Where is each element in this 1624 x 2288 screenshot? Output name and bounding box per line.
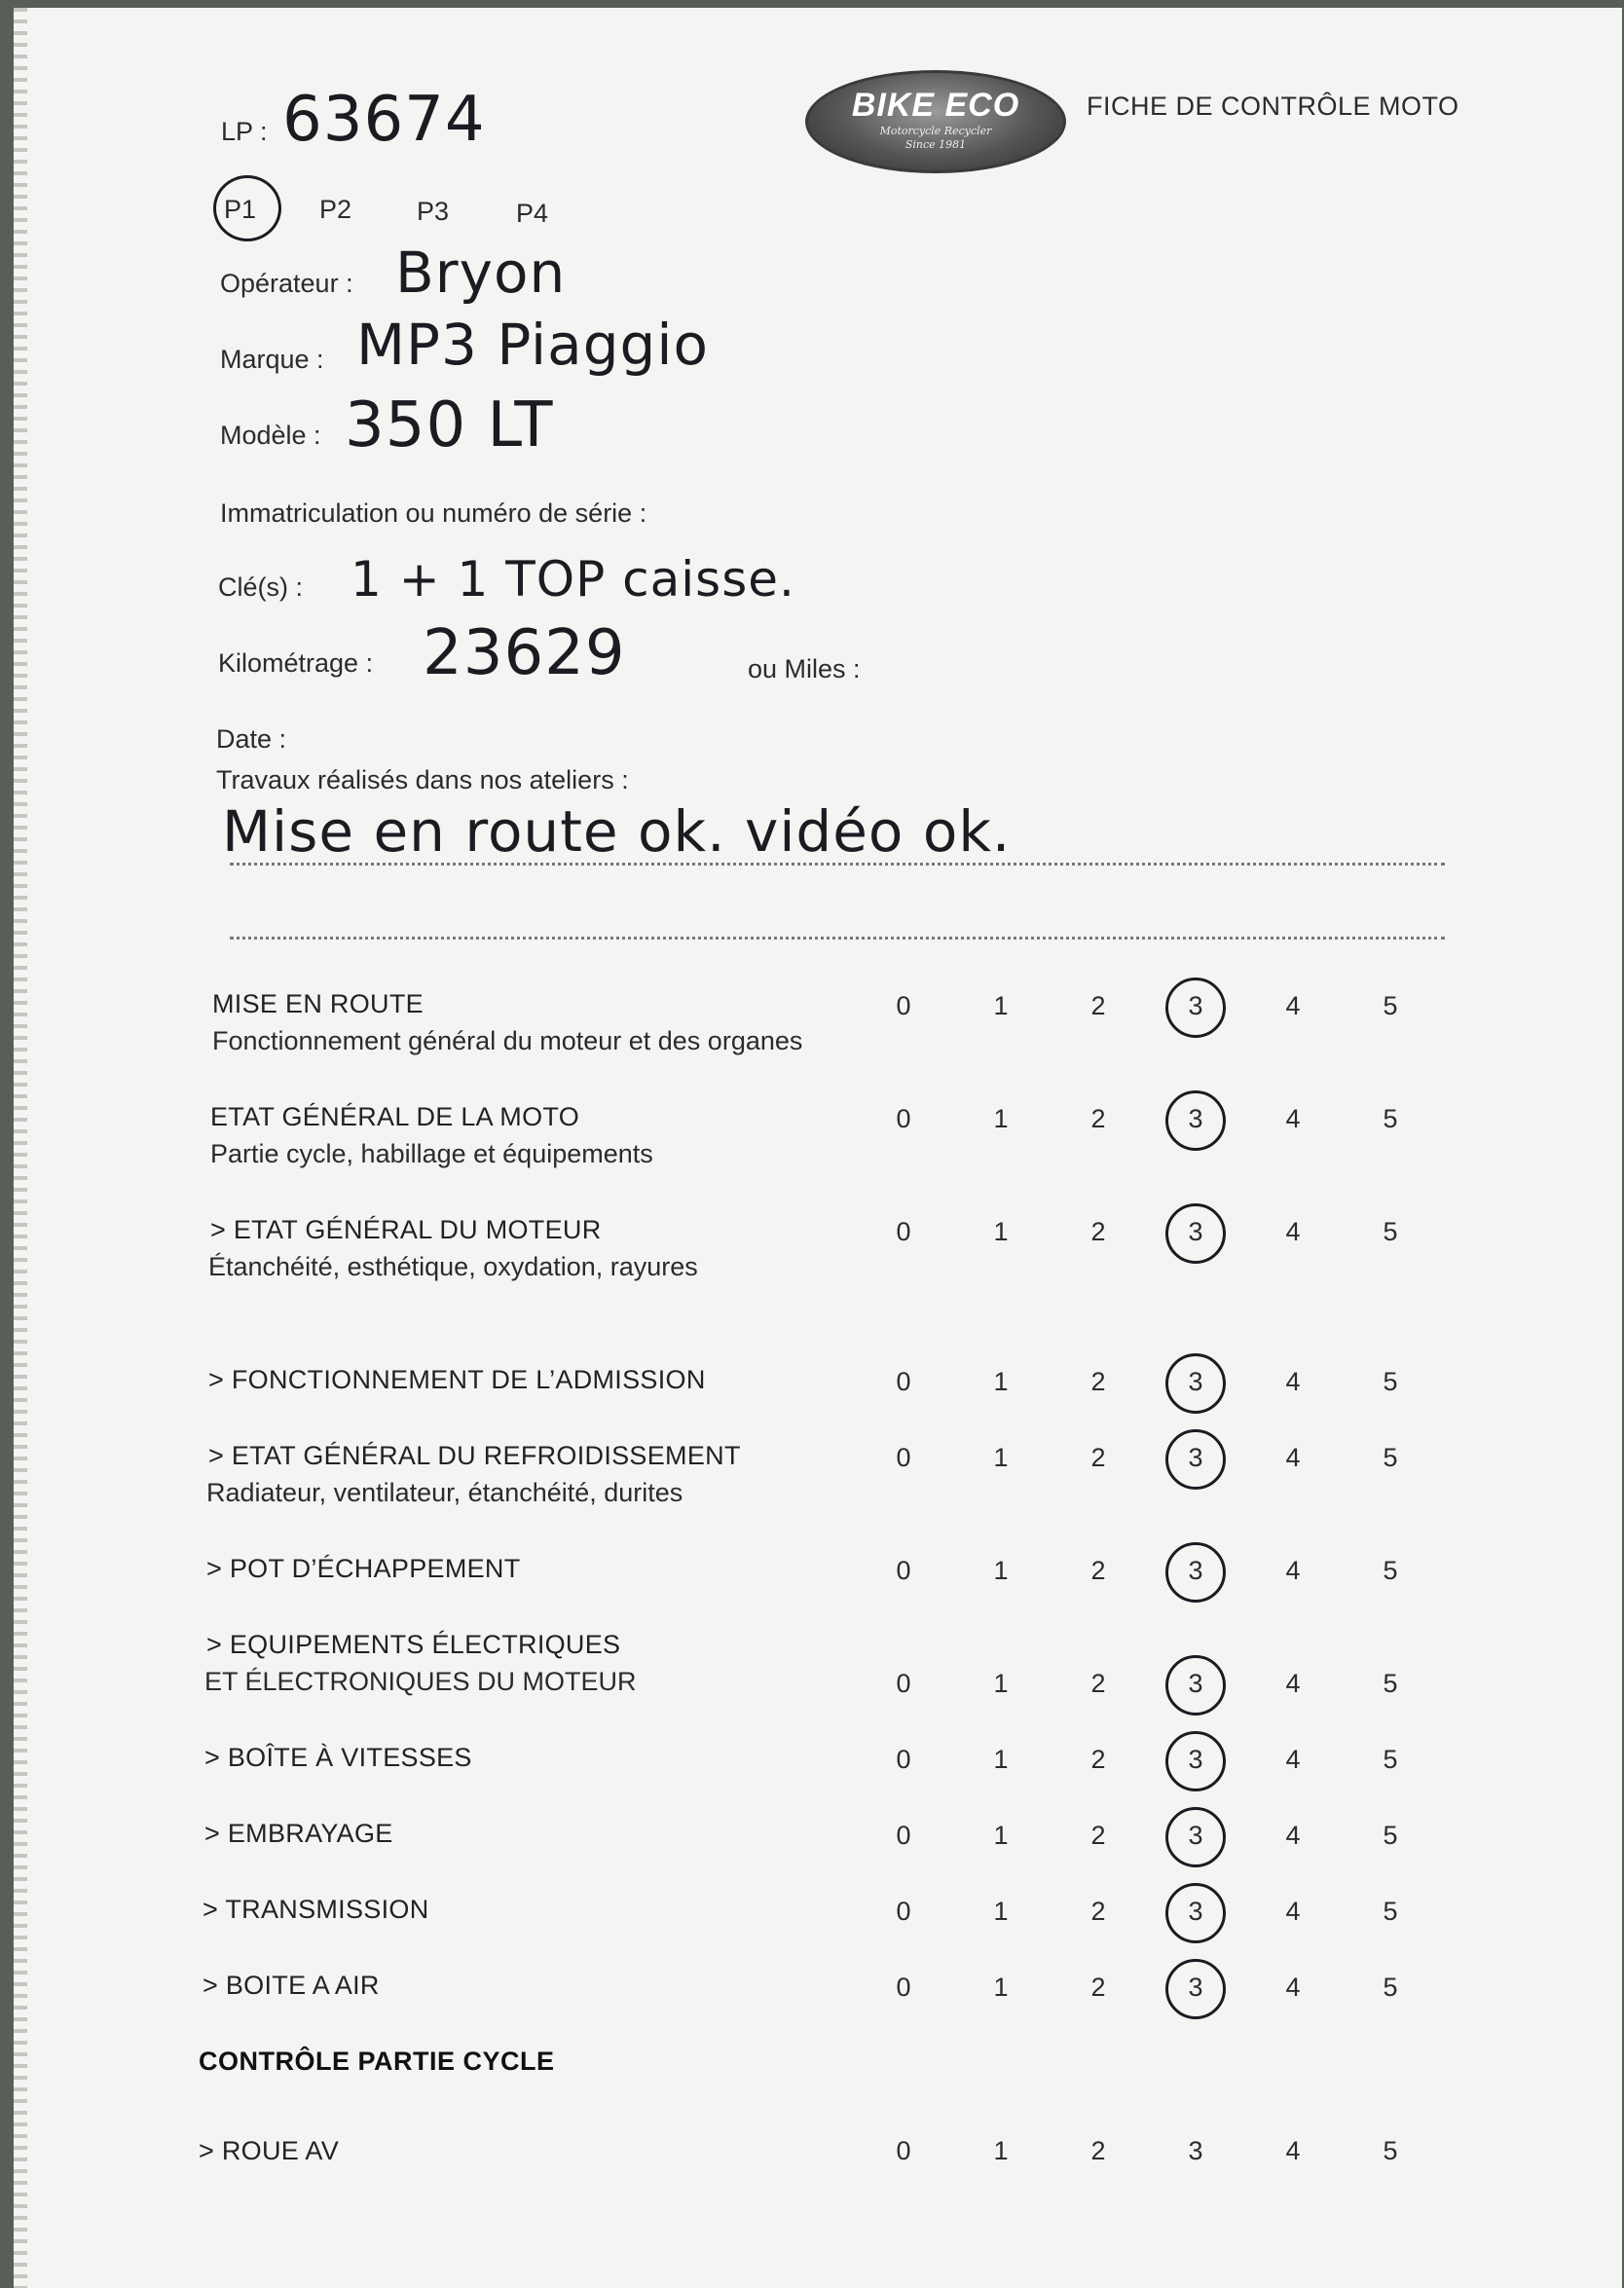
score-0: 0: [896, 1104, 911, 1133]
row-title: > TRANSMISSION: [203, 1895, 429, 1924]
score-3: 3: [1188, 1367, 1203, 1396]
selected-score-circle: [1165, 1807, 1226, 1867]
row-subtitle: Partie cycle, habillage et équipements: [210, 1139, 653, 1168]
score-0: 0: [896, 2136, 911, 2165]
score-3: 3: [1188, 1973, 1203, 2002]
score-2: 2: [1090, 991, 1106, 1020]
score-4: 4: [1285, 1669, 1301, 1698]
row-subtitle: Fonctionnement général du moteur et des organes: [212, 1026, 803, 1055]
travaux-line-2: [230, 937, 1445, 940]
row-subtitle: ET ÉLECTRONIQUES DU MOTEUR: [204, 1667, 637, 1696]
score-0: 0: [896, 1973, 911, 2002]
row-title: > ETAT GÉNÉRAL DU REFROIDISSEMENT: [208, 1441, 741, 1470]
operateur-value: Bryon: [395, 240, 567, 306]
score-0: 0: [896, 1443, 911, 1472]
selected-score-circle: [1165, 978, 1226, 1038]
score-5: 5: [1383, 1669, 1398, 1698]
score-0: 0: [896, 991, 911, 1020]
score-1: 1: [993, 1973, 1009, 2002]
score-1: 1: [993, 2136, 1009, 2165]
score-1: 1: [993, 1556, 1009, 1585]
bike-eco-logo: [805, 70, 1066, 173]
selected-score-circle: [1165, 1655, 1226, 1716]
row-title: ETAT GÉNÉRAL DE LA MOTO: [210, 1102, 579, 1131]
score-3: 3: [1188, 991, 1203, 1020]
control-sheet: [14, 8, 1622, 2288]
score-5: 5: [1383, 1821, 1398, 1850]
kilometrage-value: 23629: [423, 617, 626, 689]
score-3: 3: [1188, 1745, 1203, 1774]
travaux-label: Travaux réalisés dans nos ateliers :: [216, 765, 629, 794]
score-4: 4: [1285, 1745, 1301, 1774]
lp-value: 63674: [282, 84, 486, 156]
logo-line2: Since 1981: [904, 138, 967, 151]
score-4: 4: [1285, 1821, 1301, 1850]
score-1: 1: [993, 1104, 1009, 1133]
row-title: > ETAT GÉNÉRAL DU MOTEUR: [210, 1215, 602, 1244]
travaux-value: Mise en route ok. vidéo ok.: [222, 798, 1012, 865]
row-title: > ROUE AV: [199, 2136, 340, 2165]
score-0: 0: [896, 1821, 911, 1850]
row-subtitle: Radiateur, ventilateur, étanchéité, durites: [206, 1478, 683, 1507]
modele-value: 350 LT: [345, 389, 554, 461]
row-title: > FONCTIONNEMENT DE L’ADMISSION: [208, 1365, 706, 1394]
miles-label: ou Miles :: [748, 654, 861, 683]
score-3: 3: [1188, 1821, 1203, 1850]
score-0: 0: [896, 1217, 911, 1246]
score-2: 2: [1090, 1973, 1106, 2002]
score-5: 5: [1383, 1745, 1398, 1774]
score-2: 2: [1090, 1897, 1106, 1926]
score-5: 5: [1383, 1217, 1398, 1246]
score-1: 1: [993, 1217, 1009, 1246]
position-p3: P3: [417, 197, 450, 226]
score-5: 5: [1383, 1104, 1398, 1133]
score-4: 4: [1285, 1443, 1301, 1472]
selected-score-circle: [1165, 1090, 1226, 1151]
selected-score-circle: [1165, 1429, 1226, 1490]
score-2: 2: [1090, 1443, 1106, 1472]
row-title: > BOITE A AIR: [203, 1971, 380, 2000]
score-2: 2: [1090, 1821, 1106, 1850]
score-5: 5: [1383, 1897, 1398, 1926]
travaux-line-1: [230, 863, 1445, 866]
cles-label: Clé(s) :: [218, 572, 303, 602]
row-title: > POT D’ÉCHAPPEMENT: [206, 1554, 521, 1583]
score-1: 1: [993, 1367, 1009, 1396]
selected-score-circle: [1165, 1731, 1226, 1791]
score-5: 5: [1383, 2136, 1398, 2165]
score-2: 2: [1090, 1104, 1106, 1133]
score-3: 3: [1188, 1217, 1203, 1246]
score-4: 4: [1285, 1973, 1301, 2002]
form-title: FICHE DE CONTRÔLE MOTO: [1087, 92, 1459, 121]
score-3: 3: [1188, 1556, 1203, 1585]
operateur-label: Opérateur :: [220, 269, 353, 298]
row-title: > BOÎTE À VITESSES: [204, 1743, 472, 1772]
row-title: > EMBRAYAGE: [204, 1819, 393, 1848]
section-title-partie-cycle: CONTRÔLE PARTIE CYCLE: [199, 2047, 555, 2076]
selected-score-circle: [1165, 1203, 1226, 1264]
date-label: Date :: [216, 724, 287, 754]
score-4: 4: [1285, 1104, 1301, 1133]
score-2: 2: [1090, 1745, 1106, 1774]
kilometrage-label: Kilométrage :: [218, 648, 374, 678]
score-3: 3: [1188, 1104, 1203, 1133]
selected-score-circle: [1165, 1883, 1226, 1943]
position-p4: P4: [516, 199, 549, 228]
score-1: 1: [993, 1821, 1009, 1850]
score-5: 5: [1383, 991, 1398, 1020]
position-p1: P1: [224, 195, 257, 224]
score-5: 5: [1383, 1556, 1398, 1585]
score-0: 0: [896, 1367, 911, 1396]
score-2: 2: [1090, 1367, 1106, 1396]
score-4: 4: [1285, 991, 1301, 1020]
score-3: 3: [1188, 1897, 1203, 1926]
score-1: 1: [993, 1669, 1009, 1698]
immatriculation-label: Immatriculation ou numéro de série :: [220, 498, 647, 528]
position-p2: P2: [319, 195, 352, 224]
score-4: 4: [1285, 2136, 1301, 2165]
score-2: 2: [1090, 1669, 1106, 1698]
score-3: 3: [1188, 2136, 1203, 2165]
row-subtitle: Étanchéité, esthétique, oxydation, rayures: [208, 1252, 698, 1281]
selected-score-circle: [1165, 1542, 1226, 1603]
score-1: 1: [993, 991, 1009, 1020]
row-title: MISE EN ROUTE: [212, 989, 424, 1018]
score-1: 1: [993, 1745, 1009, 1774]
score-4: 4: [1285, 1367, 1301, 1396]
logo-line1: Motorcycle Recycler: [879, 125, 992, 137]
selected-score-circle: [1165, 1353, 1226, 1414]
score-0: 0: [896, 1897, 911, 1926]
score-5: 5: [1383, 1443, 1398, 1472]
score-1: 1: [993, 1897, 1009, 1926]
score-2: 2: [1090, 1217, 1106, 1246]
score-4: 4: [1285, 1217, 1301, 1246]
modele-label: Modèle :: [220, 421, 321, 450]
score-4: 4: [1285, 1897, 1301, 1926]
row-title: > EQUIPEMENTS ÉLECTRIQUES: [206, 1630, 621, 1659]
score-5: 5: [1383, 1973, 1398, 2002]
score-3: 3: [1188, 1669, 1203, 1698]
score-3: 3: [1188, 1443, 1203, 1472]
score-5: 5: [1383, 1367, 1398, 1396]
marque-label: Marque :: [220, 345, 324, 374]
marque-value: MP3 Piaggio: [356, 312, 709, 378]
score-0: 0: [896, 1669, 911, 1698]
cles-value: 1 + 1 TOP caisse.: [351, 551, 795, 608]
score-0: 0: [896, 1745, 911, 1774]
score-1: 1: [993, 1443, 1009, 1472]
score-2: 2: [1090, 1556, 1106, 1585]
score-4: 4: [1285, 1556, 1301, 1585]
score-2: 2: [1090, 2136, 1106, 2165]
logo-brand: BIKE ECO: [851, 87, 1020, 124]
selected-score-circle: [1165, 1959, 1226, 2019]
lp-label: LP :: [221, 117, 268, 146]
score-0: 0: [896, 1556, 911, 1585]
